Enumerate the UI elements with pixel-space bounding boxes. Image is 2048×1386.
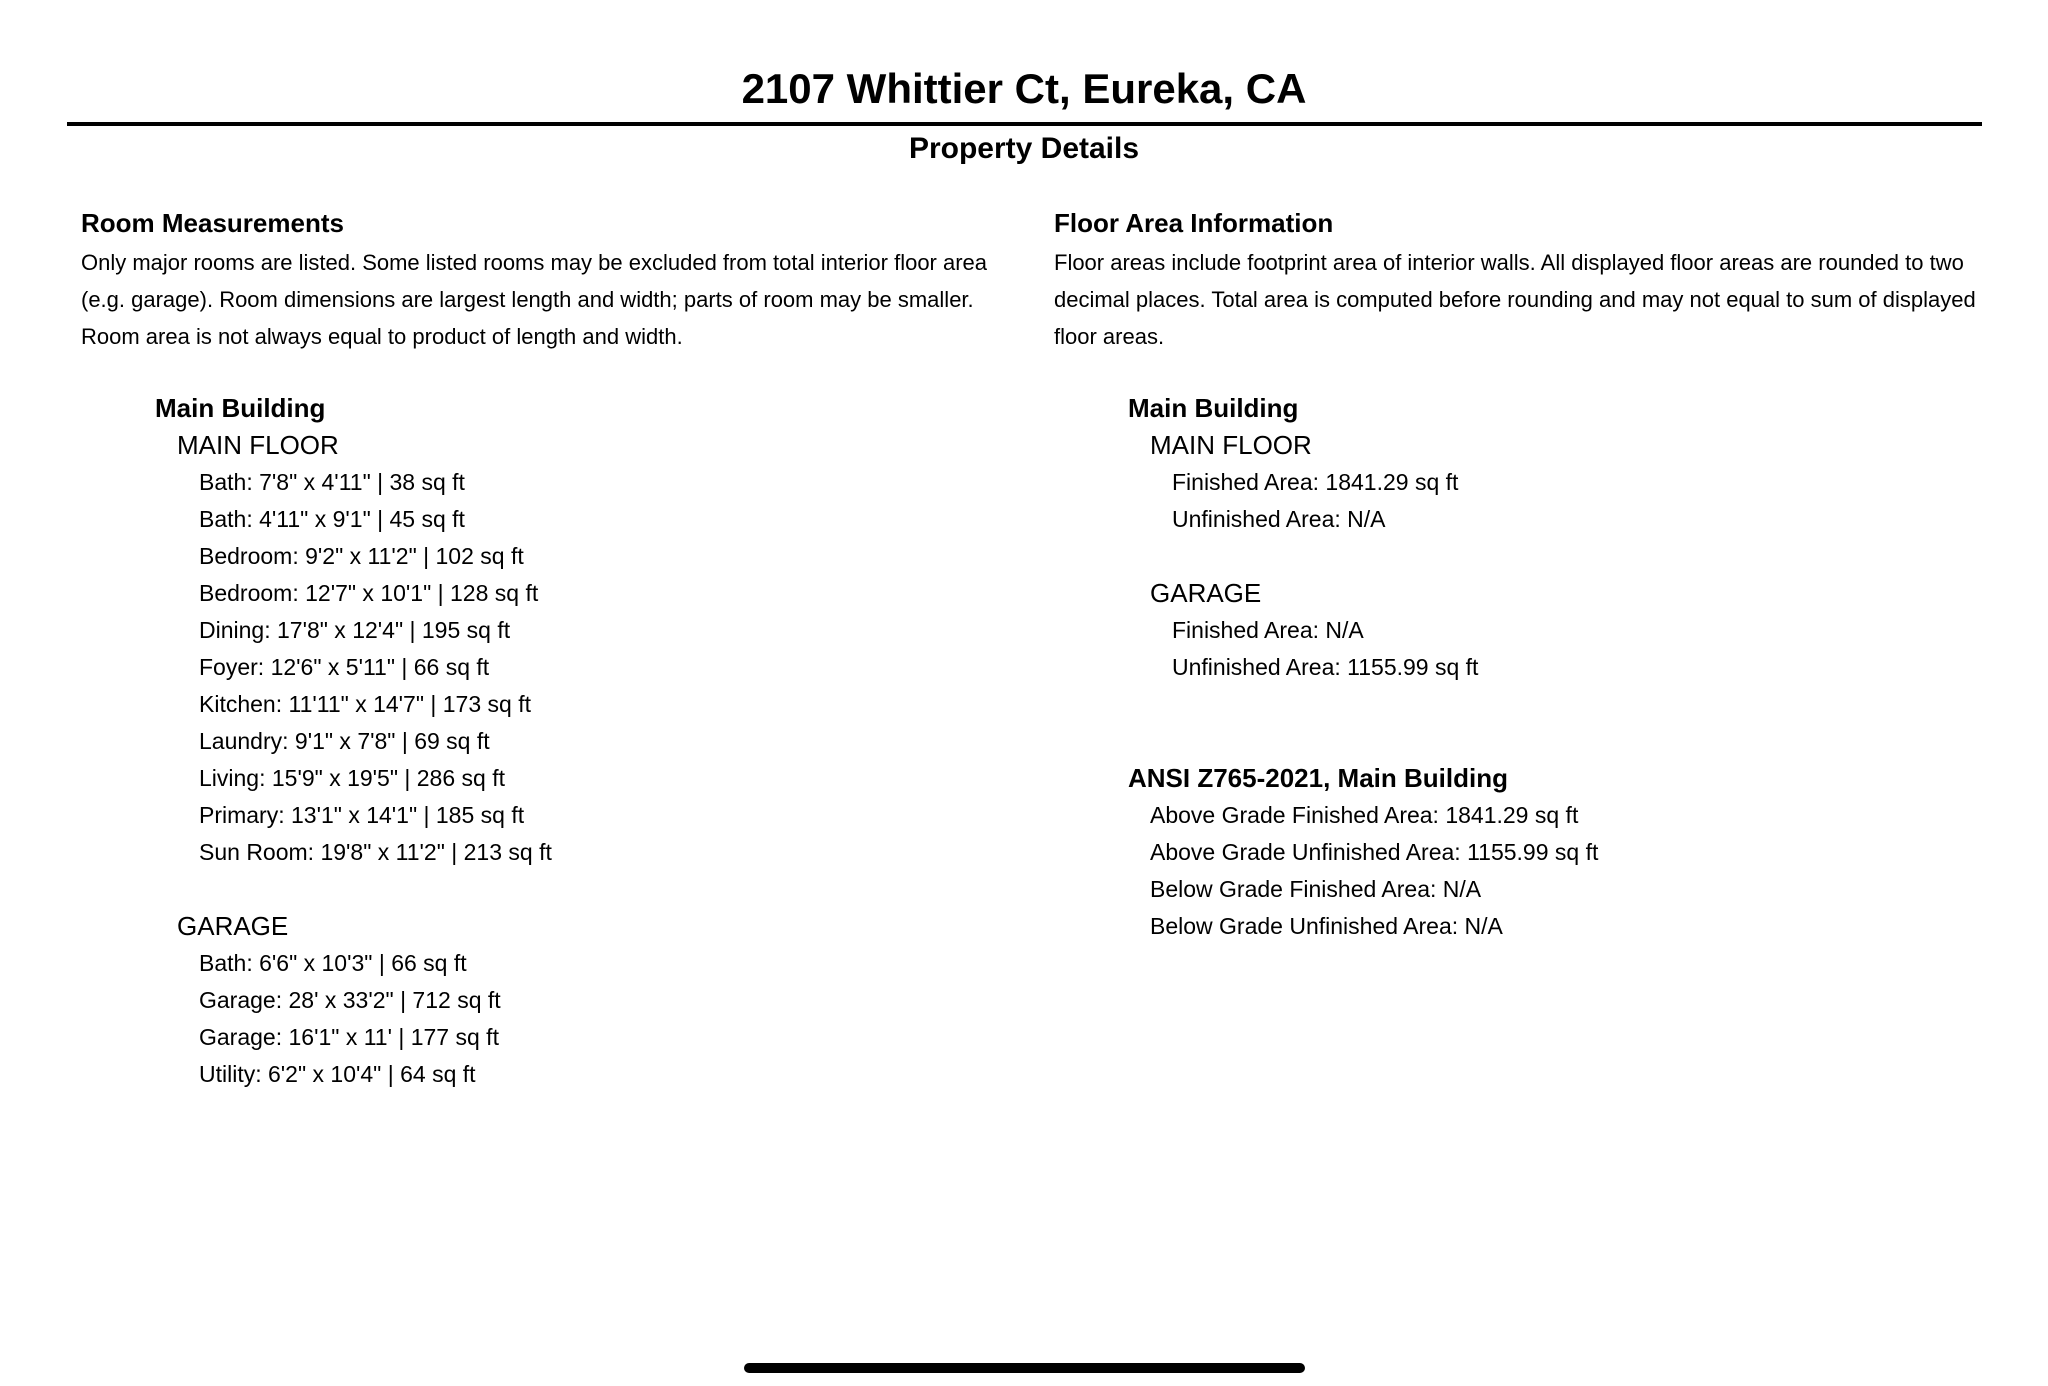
list-item: Primary: 13'1" x 14'1" | 185 sq ft <box>199 802 525 828</box>
list-item: Bedroom: 12'7" x 10'1" | 128 sq ft <box>199 580 539 606</box>
list-item: Living: 15'9" x 19'5" | 286 sq ft <box>199 765 505 791</box>
room-floor-heading: MAIN FLOOR <box>177 430 339 460</box>
room-measurements-description: Only major rooms are listed. Some listed rooms may be excluded from total interior floor area (e.g. garage). Room dimensions are largest length and width; parts of room may be smaller. Room area is not always equal to product of length and width. <box>81 250 988 349</box>
room-building-heading: Main Building <box>155 393 326 423</box>
unfinished-area: Unfinished Area: 1155.99 sq ft <box>1172 654 1479 680</box>
finished-area: Finished Area: N/A <box>1172 617 1364 643</box>
list-item: Above Grade Finished Area: 1841.29 sq ft <box>1150 802 1579 828</box>
list-item: Laundry: 9'1" x 7'8" | 69 sq ft <box>199 728 490 754</box>
room-measurements-heading: Room Measurements <box>81 208 344 238</box>
title-divider <box>67 122 1982 126</box>
ansi-area-list <box>1128 797 1994 945</box>
ansi-heading: ANSI Z765-2021, Main Building <box>1128 763 1508 793</box>
room-floor-heading: GARAGE <box>177 911 289 941</box>
floor-area-section <box>1054 204 1994 945</box>
floor-area-heading: Floor Area Information <box>1054 208 1334 238</box>
floor-area-building <box>1054 390 1994 945</box>
list-item: Dining: 17'8" x 12'4" | 195 sq ft <box>199 617 511 643</box>
main-floor-room-list <box>155 464 1011 871</box>
unfinished-area: Unfinished Area: N/A <box>1172 506 1386 532</box>
list-item: Above Grade Unfinished Area: 1155.99 sq ft <box>1150 839 1599 865</box>
floor-area-building-heading: Main Building <box>1128 393 1299 423</box>
list-item: Foyer: 12'6" x 5'11" | 66 sq ft <box>199 654 490 680</box>
list-item: Bath: 6'6" x 10'3" | 66 sq ft <box>199 950 467 976</box>
finished-area: Finished Area: 1841.29 sq ft <box>1172 469 1459 495</box>
list-item: Garage: 28' x 33'2" | 712 sq ft <box>199 987 501 1013</box>
page-title: 2107 Whittier Ct, Eureka, CA <box>741 65 1307 112</box>
list-item: Below Grade Unfinished Area: N/A <box>1150 913 1503 939</box>
list-item: Kitchen: 11'11" x 14'7" | 173 sq ft <box>199 691 531 717</box>
list-item: Sun Room: 19'8" x 11'2" | 213 sq ft <box>199 839 552 865</box>
page-subtitle: Property Details <box>908 132 1140 165</box>
floor-area-description: Floor areas include footprint area of interior walls. All displayed floor areas are rounded to two decimal places. Total area is computed before rounding and may not equal to sum of displayed floor areas. <box>1054 250 1976 349</box>
room-measurements-building <box>81 390 1011 1093</box>
list-item: Bath: 4'11" x 9'1" | 45 sq ft <box>199 506 465 532</box>
list-item: Utility: 6'2" x 10'4" | 64 sq ft <box>199 1061 476 1087</box>
garage-room-list <box>155 945 1011 1093</box>
home-indicator[interactable] <box>744 1363 1305 1373</box>
list-item: Bedroom: 9'2" x 11'2" | 102 sq ft <box>199 543 524 569</box>
floor-area-floor-heading: GARAGE <box>1150 578 1262 608</box>
floor-area-floor-heading: MAIN FLOOR <box>1150 430 1312 460</box>
room-measurements-section <box>81 204 1011 1093</box>
list-item: Below Grade Finished Area: N/A <box>1150 876 1482 902</box>
list-item: Bath: 7'8" x 4'11" | 38 sq ft <box>199 469 465 495</box>
list-item: Garage: 16'1" x 11' | 177 sq ft <box>199 1024 499 1050</box>
